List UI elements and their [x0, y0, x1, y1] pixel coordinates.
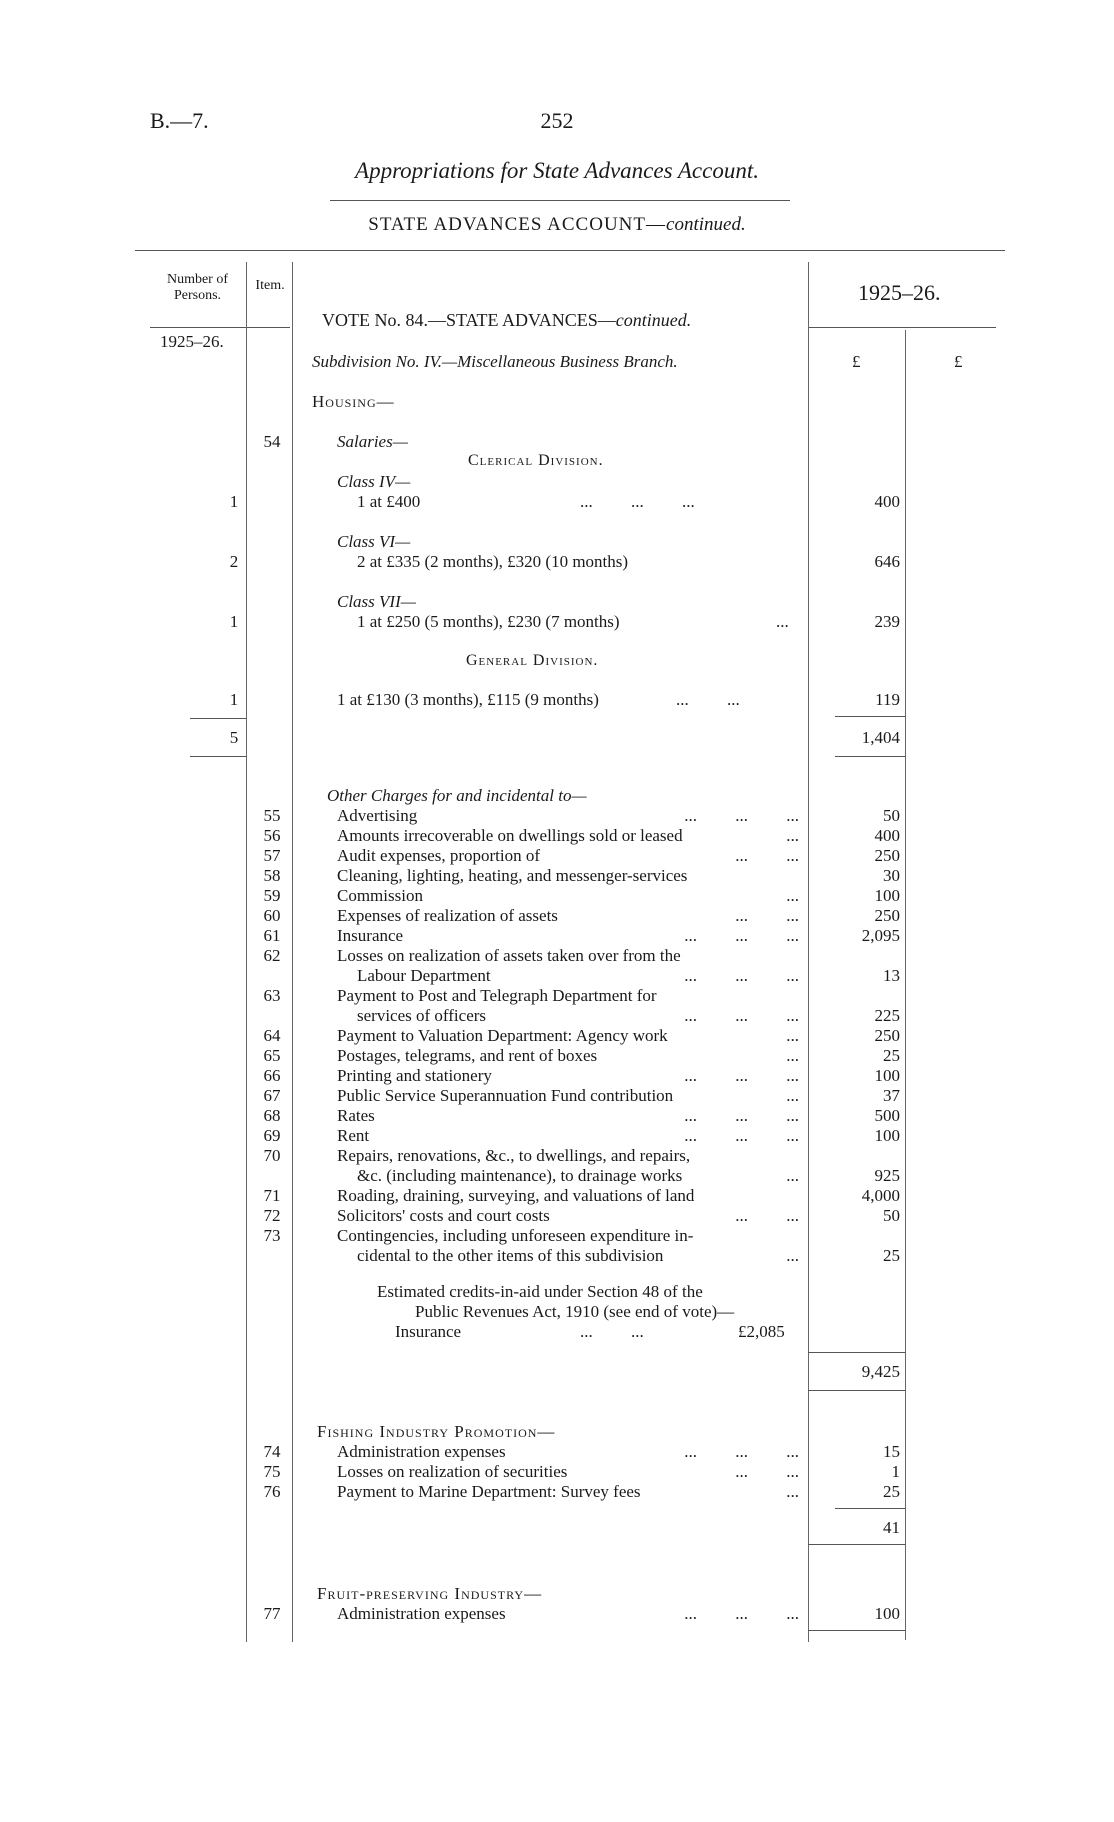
general-desc: 1 at £130 (3 months), £115 (9 months)	[337, 690, 599, 709]
amount-total-rule	[835, 716, 905, 717]
page-title: Appropriations for State Advances Account.	[355, 158, 759, 183]
amount-value: 925	[874, 1166, 900, 1185]
item-number: 72	[263, 1206, 281, 1225]
charge-desc: Cleaning, lighting, heating, and messenger-services	[337, 866, 688, 885]
amount-value: 50	[883, 806, 900, 825]
leader-dots: ... ... ...	[684, 1006, 799, 1025]
credits-line-3-label: Insurance	[395, 1322, 462, 1341]
amount-value: 1	[891, 1462, 900, 1481]
leader-dots: ... ... ...	[684, 1126, 799, 1145]
charge-desc: Repairs, renovations, &c., to dwellings, and repairs,	[337, 1146, 691, 1165]
salaries-total: 1,404	[861, 728, 900, 747]
item-column-head: Item.	[255, 278, 285, 293]
other-charges-total: 9,425	[861, 1362, 900, 1381]
amount-total-rule-bottom	[835, 756, 905, 757]
persons-total-rule-bottom	[190, 756, 246, 757]
leader-dots: ... ...	[735, 1462, 799, 1481]
class-desc: 1 at £250 (5 months), £230 (7 months)	[357, 612, 620, 631]
col-line-item	[292, 262, 293, 1642]
leader-dots: ...	[786, 1246, 799, 1265]
persons-total-rule	[190, 718, 246, 719]
charge-desc: Rates	[337, 1106, 375, 1125]
amount-value: 250	[874, 846, 900, 865]
charge-desc: Payment to Post and Telegraph Department for	[337, 986, 657, 1005]
charge-desc: Public Service Superannuation Fund contribution	[337, 1086, 674, 1105]
amount-value: 25	[883, 1046, 900, 1065]
item-number: 61	[263, 926, 281, 945]
class-label: Class IV—	[337, 472, 411, 491]
subdivision-heading: Subdivision No. IV.—Miscellaneous Business Branch.	[312, 352, 678, 371]
fruit-total-rule	[808, 1630, 905, 1631]
class-desc: 1 at £400	[357, 492, 421, 511]
item-number: 68	[263, 1106, 281, 1125]
col-line-amount-2	[905, 330, 906, 1640]
leader-dots: ... ...	[676, 690, 740, 709]
item-number: 73	[263, 1226, 281, 1245]
leader-dots: ... ... ...	[684, 926, 799, 945]
item-number: 67	[263, 1086, 281, 1105]
charge-desc: Postages, telegrams, and rent of boxes	[337, 1046, 598, 1065]
fishing-total-rule-bottom	[808, 1544, 905, 1545]
class-label: Class VII—	[337, 592, 416, 611]
vote-title-main: VOTE No. 84.—STATE ADVANCES—	[322, 310, 616, 330]
charge-desc: Administration expenses	[337, 1604, 506, 1623]
item-number: 75	[263, 1462, 281, 1481]
item-number: 64	[263, 1026, 281, 1045]
item-number: 55	[263, 806, 281, 825]
amount-value: 400	[874, 492, 900, 511]
charge-desc: Audit expenses, proportion of	[337, 846, 541, 865]
persons-count: 2	[229, 552, 239, 571]
leader-dots: ...	[786, 826, 799, 845]
item-number: 58	[263, 866, 281, 885]
page-number: 252	[540, 108, 574, 133]
amount-value: 250	[874, 1026, 900, 1045]
amount-value: 100	[874, 886, 900, 905]
col-line-persons	[246, 262, 247, 1642]
persons-count: 1	[229, 690, 239, 709]
charge-desc: Insurance	[337, 926, 404, 945]
item-number: 70	[263, 1146, 281, 1165]
charge-desc: Advertising	[337, 806, 418, 825]
amount-value: 50	[883, 1206, 900, 1225]
charge-desc: services of officers	[357, 1006, 487, 1025]
charge-desc: &c. (including maintenance), to drainage works	[357, 1166, 683, 1185]
amount-value: 100	[874, 1604, 900, 1623]
leader-dots: ... ... ...	[684, 1442, 799, 1461]
header-rule-top	[330, 200, 790, 201]
item-number: 63	[263, 986, 281, 1005]
leader-dots: ... ... ...	[684, 1106, 799, 1125]
fruit-heading: Fruit-preserving Industry—	[317, 1584, 543, 1603]
amount-value: 15	[883, 1442, 900, 1461]
item-number: 59	[263, 886, 281, 905]
charge-desc: Solicitors' costs and court costs	[337, 1206, 550, 1225]
vote-title	[322, 310, 691, 331]
fishing-total: 41	[883, 1518, 900, 1537]
leader-dots: ... ... ...	[684, 806, 799, 825]
pound-col-1: £	[852, 352, 861, 371]
credits-line-1: Estimated credits-in-aid under Section 48 of the	[377, 1282, 703, 1301]
other-charges-total-rule-bottom	[808, 1390, 905, 1391]
leader-dots: ... ... ...	[684, 966, 799, 985]
persons-count: 1	[229, 612, 239, 631]
leader-dots: ... ...	[735, 906, 799, 925]
amount-value: 225	[874, 1006, 900, 1025]
class-label: Class VI—	[337, 532, 411, 551]
item-number: 62	[263, 946, 281, 965]
charge-desc: Losses on realization of securities	[337, 1462, 568, 1481]
leader-dots: ... ...	[735, 1206, 799, 1225]
table-top-rule	[135, 250, 1005, 251]
amount-value: 500	[874, 1106, 900, 1125]
general-division-heading: General Division.	[466, 652, 599, 669]
amount-value: 13	[883, 966, 900, 985]
item-number: 60	[263, 906, 281, 925]
item-number: 65	[263, 1046, 281, 1065]
amount-year-head: 1925–26.	[858, 280, 941, 305]
amount-value: 100	[874, 1126, 900, 1145]
amount-head-rule	[808, 327, 996, 328]
charge-desc: cidental to the other items of this subdivision	[357, 1246, 664, 1265]
amount-value: 250	[874, 906, 900, 925]
fishing-total-rule	[835, 1508, 905, 1509]
leader-dots: ... ... ...	[684, 1604, 799, 1623]
charge-desc: Payment to Marine Department: Survey fees	[337, 1482, 641, 1501]
leader-dots: ...	[786, 1086, 799, 1105]
subtitle-main: STATE ADVANCES ACCOUNT—	[368, 214, 667, 235]
persons-year-head: 1925–26.	[160, 332, 224, 351]
amount-value: 119	[875, 690, 900, 709]
col-line-amount	[808, 262, 809, 1642]
amount-value: 646	[874, 552, 900, 571]
amount-value: 30	[883, 866, 900, 885]
persons-column-head: Number of Persons.	[166, 272, 229, 303]
persons-head-rule	[150, 327, 290, 328]
charge-desc: Commission	[337, 886, 423, 905]
amount-value: 4,000	[861, 1186, 900, 1205]
leader-dots: ...	[786, 1046, 799, 1065]
item-number: 74	[263, 1442, 281, 1461]
item-number: 54	[263, 432, 281, 451]
credits-line-2: Public Revenues Act, 1910 (see end of vote)—	[415, 1302, 735, 1321]
charge-desc: Expenses of realization of assets	[337, 906, 558, 925]
item-number: 57	[263, 846, 281, 865]
amount-value: 100	[874, 1066, 900, 1085]
other-charges-total-rule	[808, 1352, 905, 1353]
subtitle-continued: continued.	[666, 214, 746, 235]
class-desc: 2 at £335 (2 months), £320 (10 months)	[357, 552, 629, 571]
leader-dots: ...	[786, 1026, 799, 1045]
fishing-heading: Fishing Industry Promotion—	[317, 1422, 556, 1441]
amount-value: 2,095	[861, 926, 900, 945]
housing-heading: Housing—	[312, 392, 395, 411]
amount-value: 25	[883, 1246, 900, 1265]
pound-col-2: £	[954, 352, 963, 371]
leader-dots: ...	[776, 612, 789, 631]
charge-desc: Printing and stationery	[337, 1066, 492, 1085]
item-number: 66	[263, 1066, 281, 1085]
leader-dots: ...	[786, 886, 799, 905]
item-number: 76	[263, 1482, 281, 1501]
amount-value: 400	[874, 826, 900, 845]
amount-value: 25	[883, 1482, 900, 1501]
leader-dots: ... ...	[735, 846, 799, 865]
credits-line-3-amount: £2,085	[738, 1322, 785, 1341]
item-number: 71	[263, 1186, 281, 1205]
charge-desc: Contingencies, including unforeseen expenditure in-	[337, 1226, 694, 1245]
charge-desc: Losses on realization of assets taken over from the	[337, 946, 681, 965]
leader-dots: ...	[786, 1482, 799, 1501]
document-reference: B.—7.	[150, 108, 209, 133]
charge-desc: Payment to Valuation Department: Agency work	[337, 1026, 668, 1045]
item-number: 56	[263, 826, 281, 845]
leader-dots: ...	[786, 1166, 799, 1185]
vote-title-continued: continued.	[615, 310, 692, 330]
charge-desc: Roading, draining, surveying, and valuations of land	[337, 1186, 695, 1205]
charge-desc: Administration expenses	[337, 1442, 506, 1461]
leader-dots: ... ...	[580, 1322, 644, 1341]
amount-value: 239	[874, 612, 900, 631]
charge-desc: Labour Department	[357, 966, 491, 985]
charge-desc: Amounts irrecoverable on dwellings sold or leased	[337, 826, 683, 845]
salaries-label: Salaries—	[337, 432, 408, 451]
amount-value: 37	[883, 1086, 900, 1105]
page-subtitle	[0, 214, 1114, 236]
item-number: 77	[263, 1604, 281, 1623]
charge-desc: Rent	[337, 1126, 370, 1145]
clerical-division-heading: Clerical Division.	[468, 452, 604, 469]
leader-dots: ... ... ...	[684, 1066, 799, 1085]
persons-count: 1	[229, 492, 239, 511]
other-charges-label: Other Charges for and incidental to—	[327, 786, 587, 805]
leader-dots: ... ... ...	[580, 492, 695, 511]
persons-total: 5	[229, 728, 239, 747]
item-number: 69	[263, 1126, 281, 1145]
